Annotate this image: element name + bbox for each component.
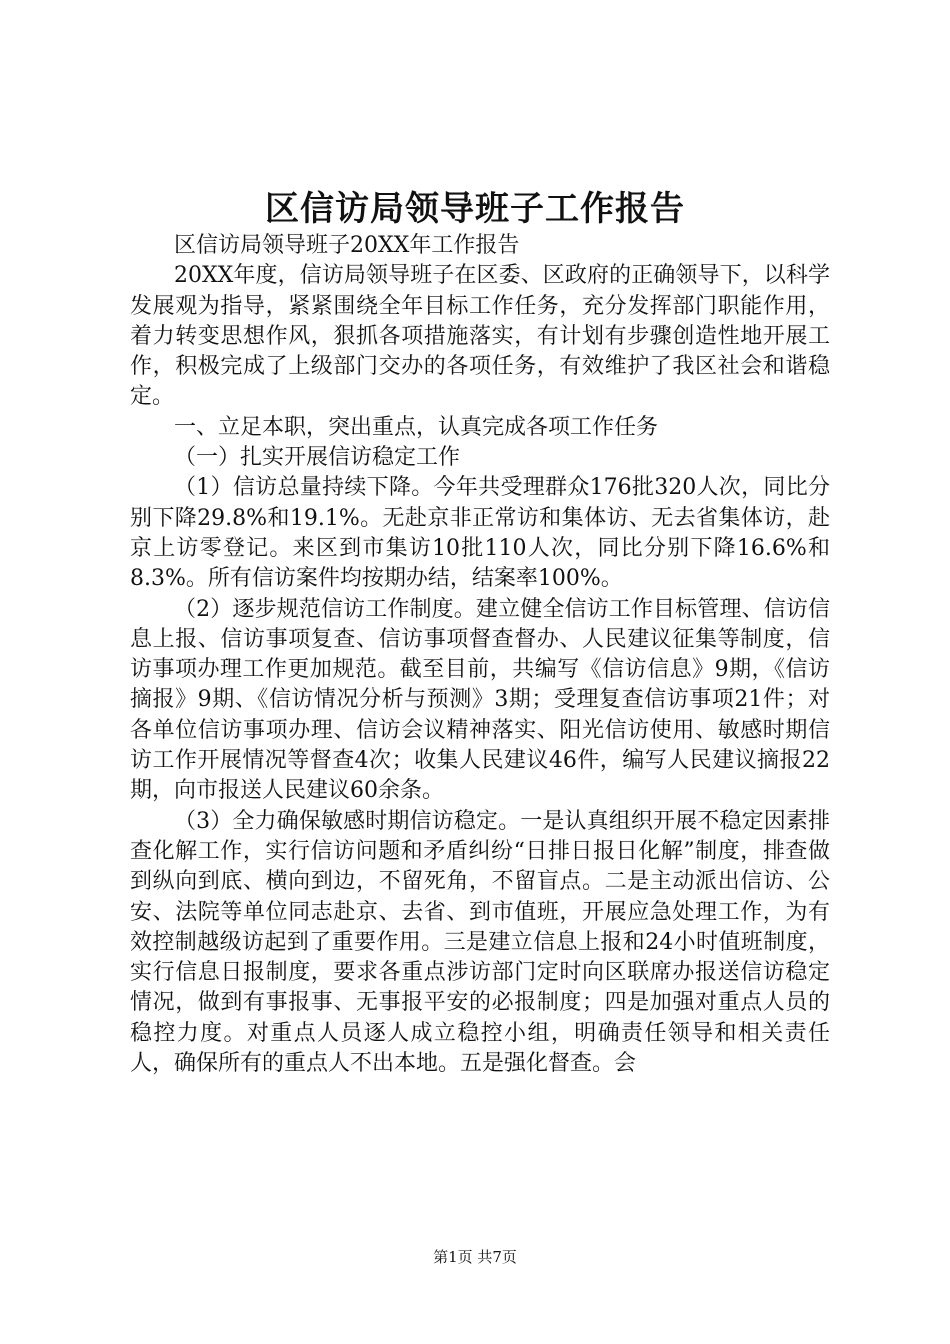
body-paragraph: （2）逐步规范信访工作制度。建立健全信访工作目标管理、信访信息上报、信访事项复查、信访事项督查督办、人民建议征集等制度，信访事项办理工作更加规范。截至目前，共编写《信访信息》9期，《信访摘报》9期、《信访情况分析与预测》3期；受理复查信访事项21件；对各单位信访事项办理、信访会议精神落实、阳光信访使用、敏感时期信访工作开展情况等督查4次；收集人民建议46件，编写人民建议摘报22期，向市报送人民建议60余条。 [130,596,830,804]
document-body [130,231,830,1079]
section-heading: 一、立足本职，突出重点，认真完成各项工作任务 [174,414,659,440]
body-paragraph: （1）信访总量持续下降。今年共受理群众176批320人次，同比分别下降29.8%和19.1%。无赴京非正常访和集体访、无去省集体访，赴京上访零登记。来区到市集访10批110人次，同比分别下降16.6%和8.3%。所有信访案件均按期办结，结案率100%。 [130,475,830,592]
intro-paragraph: 20XX年度，信访局领导班子在区委、区政府的正确领导下，以科学发展观为指导，紧紧围绕全年目标工作任务，充分发挥部门职能作用，着力转变思想作风，狠抓各项措施落实，有计划有步骤创造性地开展工作，积极完成了上级部门交办的各项任务，有效维护了我区社会和谐稳定。 [130,263,830,410]
page-footer: 第1页 共7页 [433,1248,517,1266]
document-title: 区信访局领导班子工作报告 [265,189,685,229]
body-paragraph: （3）全力确保敏感时期信访稳定。一是认真组织开展不稳定因素排查化解工作，实行信访问题和矛盾纠纷“日排日报日化解”制度，排查做到纵向到底、横向到边，不留死角，不留盲点。二是主动派出信访、公安、法院等单位同志赴京、去省、到市值班，开展应急处理工作，为有效控制越级访起到了重要作用。三是建立信息上报和24小时值班制度，实行信息日报制度，要求各重点涉访部门定时向区联席办报送信访稳定情况，做到有事报事、无事报平安的必报制度；四是加强对重点人员的稳控力度。对重点人员逐人成立稳控小组，明确责任领导和相关责任人，确保所有的重点人不出本地。五是强化督查。会 [130,808,830,1077]
subtitle-paragraph: 区信访局领导班子20XX年工作报告 [174,233,520,258]
subsection-heading: （一）扎实开展信访稳定工作 [174,445,461,471]
